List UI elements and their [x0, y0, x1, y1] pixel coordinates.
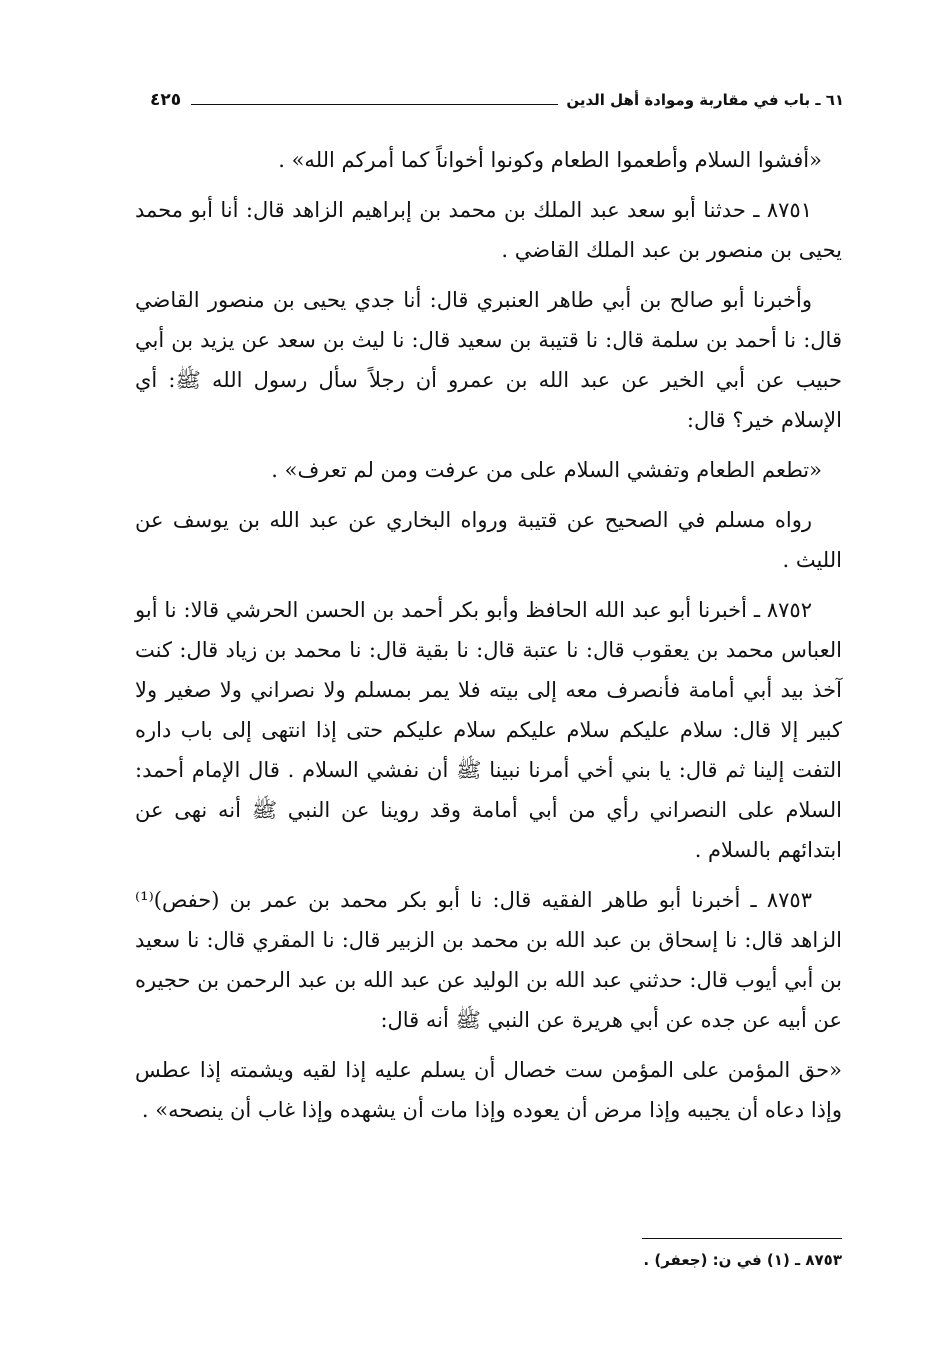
- chapter-title: ٦١ ـ باب في مقاربة وموادة أهل الدين: [566, 91, 844, 109]
- riwaya-note: رواه مسلم في الصحيح عن قتيبة ورواه البخاري عن عبد الله بن يوسف عن الليث .: [135, 508, 842, 572]
- hadith-8751: ٨٧٥١ ـ حدثنا أبو سعد عبد الملك بن محمد بن إبراهيم الزاهد قال: أنا أبو محمد يحيى بن منصور بن عبد الملك القاضي .: [135, 198, 842, 262]
- isnad-paragraph: وأخبرنا أبو صالح بن أبي طاهر العنبري قال: أنا جدي يحيى بن منصور القاضي قال: نا أحمد بن سلمة قال: نا قتيبة بن سعيد قال: نا ليث بن سعد عن يزيد بن أبي حبيب عن أبي الخير عن عبد الله بن عمرو أن رجلاً سأل رسول الله ﷺ: أي الإسلام خير؟ قال:: [135, 288, 842, 432]
- hadith-quote-2: «تطعم الطعام وتفشي السلام على من عرفت ومن لم تعرف» .: [271, 458, 822, 482]
- hadith-quote-1: «أفشوا السلام وأطعموا الطعام وكونوا أخواناً كما أمركم الله» .: [278, 148, 822, 172]
- page-header: [150, 85, 844, 115]
- page-number: ٤٢٥: [150, 90, 182, 110]
- hadith-8752: ٨٧٥٢ ـ أخبرنا أبو عبد الله الحافظ وأبو بكر أحمد بن الحسن الحرشي قالا: نا أبو العباس محمد بن يعقوب قال: نا عتبة قال: نا بقية قال: نا محمد بن زياد قال: كنت آخذ بيد أبي أمامة فأنصرف معه إلى بيته فلا يمر بمسلم ولا نصراني ولا صغير ولا كبير إلا قال: سلام عليكم سلام عليكم سلام عليكم حتى إذا انتهى إلى باب داره التفت إلينا ثم قال: يا بني أخي أمرنا نبينا ﷺ أن نفشي السلام . قال الإمام أحمد: السلام على النصراني رأي من أبي أمامة وقد روينا عن النبي ﷺ أنه نهى عن ابتدائهم بالسلام .: [135, 598, 842, 862]
- header-rule: [191, 104, 558, 105]
- body-text: [135, 140, 842, 1140]
- footnote: ٨٧٥٣ ـ (١) في ن: (جعفر) .: [643, 1251, 842, 1269]
- footnote-rule: [642, 1238, 842, 1239]
- hadith-8753: ٨٧٥٣ ـ أخبرنا أبو طاهر الفقيه قال: نا أبو بكر محمد بن عمر بن (حفص)⁽¹⁾ الزاهد قال: نا إسحاق بن عبد الله بن محمد بن الزبير قال: نا المقري قال: نا سعيد بن أبي أيوب قال: حدثني عبد الله بن الوليد عن عبد الله بن عبد الرحمن بن حجيره عن أبيه عن جده عن أبي هريرة عن النبي ﷺ أنه قال:: [135, 888, 842, 1032]
- hadith-quote-3: «حق المؤمن على المؤمن ست خصال أن يسلم عليه إذا لقيه ويشمته إذا عطس وإذا دعاه أن يجيبه وإذا مرض أن يعوده وإذا مات أن يشهده وإذا غاب أن ينصحه» .: [135, 1058, 842, 1122]
